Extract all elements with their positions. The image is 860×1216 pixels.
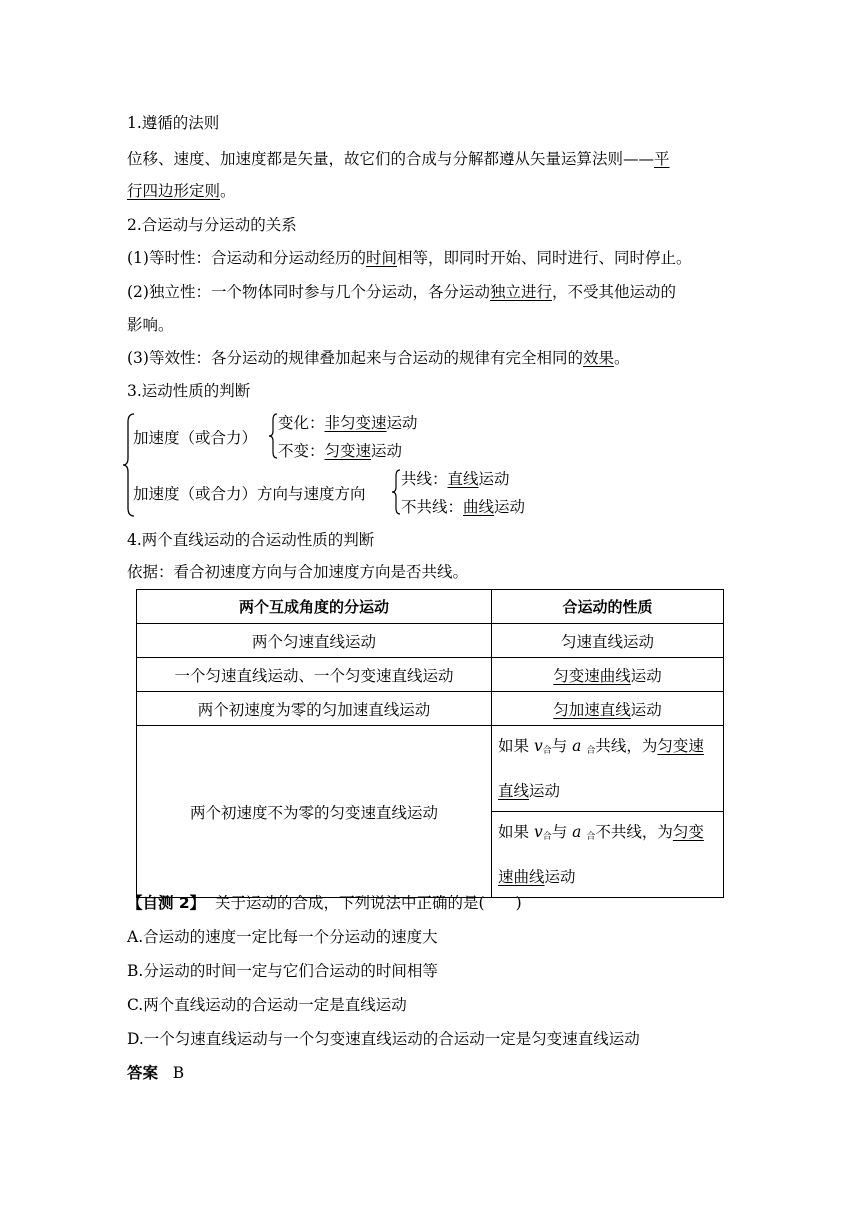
- section4-heading: 4.两个直线运动的合运动性质的判断: [127, 531, 375, 549]
- text: 位移、速度、加速度都是矢量，故它们的合成与分解都遵从矢量运算法则——: [127, 150, 655, 168]
- dir-collinear: [401, 469, 510, 489]
- acceleration-symbol: a: [572, 823, 582, 841]
- underlined-term: 平: [654, 150, 670, 168]
- acceleration-symbol: a: [572, 737, 582, 755]
- subscript: 合: [586, 746, 596, 756]
- acc-change: [278, 413, 418, 433]
- section1-text-line2: [127, 181, 236, 201]
- table-row: [137, 624, 724, 658]
- underlined-term: 直线: [498, 782, 530, 800]
- velocity-symbol: v: [533, 737, 543, 755]
- text: 运动: [478, 470, 510, 488]
- text: 与: [551, 737, 573, 755]
- table-cell: 一个匀速直线运动、一个匀变速直线运动: [137, 658, 492, 692]
- section2-p1: [127, 248, 692, 268]
- text: 运动: [630, 700, 662, 719]
- table-row: [137, 726, 724, 812]
- text: (3)等效性：各分运动的规律叠加起来与合运动的规律有完全相同的: [127, 349, 583, 367]
- text: 运动: [386, 414, 418, 432]
- acc-constant: [278, 441, 402, 461]
- underlined-term: 匀变速: [324, 442, 372, 460]
- acc-label: 加速度（或合力）: [133, 429, 258, 447]
- subscript: 合: [542, 746, 552, 756]
- subscript: 合: [542, 832, 552, 842]
- table-cell: 两个匀速直线运动: [137, 624, 492, 658]
- underlined-term: 时间: [365, 249, 397, 267]
- underlined-term: 独立进行: [489, 283, 552, 301]
- text: 共线：: [401, 470, 448, 488]
- table-cell: 匀速直线运动: [492, 624, 724, 658]
- answer-line: [127, 1063, 184, 1083]
- table-cell: [492, 692, 724, 726]
- option-b: B.分运动的时间一定与它们合运动的时间相等: [127, 962, 438, 980]
- section2-p3: [127, 348, 630, 368]
- table-header: 两个互成角度的分运动: [137, 590, 492, 624]
- underlined-term: 曲线: [463, 498, 495, 516]
- table-cell: [492, 812, 724, 898]
- text: 运动: [494, 498, 526, 516]
- text: (2)独立性：一个物体同时参与几个分运动，各分运动: [127, 283, 490, 301]
- text: 相等，即同时开始、同时进行、同时停止。: [396, 249, 692, 267]
- option-c: C.两个直线运动的合运动一定是直线运动: [127, 996, 407, 1014]
- text: 运动: [544, 868, 576, 886]
- underlined-term: 匀变速曲线: [553, 666, 631, 685]
- table-cell: 两个初速度为零的匀加速直线运动: [137, 692, 492, 726]
- underlined-term: 效果: [582, 349, 614, 367]
- dir-noncollinear: [401, 497, 525, 517]
- section3-heading: 3.运动性质的判断: [127, 382, 251, 400]
- quiz-question-line: [127, 893, 522, 913]
- table-row: [137, 658, 724, 692]
- section2-heading: 2.合运动与分运动的关系: [127, 216, 297, 234]
- velocity-symbol: v: [533, 823, 543, 841]
- text: 。: [220, 182, 236, 200]
- underlined-term: 非匀变速: [324, 414, 387, 432]
- table-cell: 两个初速度不为零的匀变速直线运动: [137, 726, 492, 898]
- underlined-term: 直线: [447, 470, 479, 488]
- motion-table: [136, 589, 724, 898]
- text: (1)等时性：合运动和分运动经历的: [127, 249, 366, 267]
- table-header: 合运动的性质: [492, 590, 724, 624]
- table-header-row: [137, 590, 724, 624]
- section4-basis: 依据：看合初速度方向与合加速度方向是否共线。: [127, 563, 469, 581]
- text: 变化：: [278, 414, 325, 432]
- text: 。: [613, 349, 630, 367]
- text: 不共线，为: [595, 823, 673, 841]
- section1-heading: 1.遵循的法则: [127, 114, 220, 132]
- table-row: [137, 692, 724, 726]
- quiz-question: 关于运动的合成，下列说法中正确的是( ): [215, 894, 522, 912]
- underlined-term: 行四边形定则: [127, 182, 221, 200]
- direction-label: 加速度（或合力）方向与速度方向: [133, 485, 366, 503]
- table-cell: [492, 658, 724, 692]
- text: 运动: [630, 666, 662, 685]
- underlined-term: 速曲线: [498, 868, 545, 886]
- text: 共线，为: [595, 737, 658, 755]
- text: 不共线：: [401, 498, 464, 516]
- subscript: 合: [586, 832, 596, 842]
- section2-p2: [127, 282, 676, 302]
- table-cell: [492, 726, 724, 812]
- answer-value: B: [172, 1064, 185, 1082]
- text: 运动: [371, 442, 403, 460]
- option-d: D.一个匀速直线运动与一个匀变速直线运动的合运动一定是匀变速直线运动: [127, 1030, 640, 1048]
- text: 如果: [498, 737, 534, 755]
- text: 不变：: [278, 442, 325, 460]
- underlined-term: 匀加速直线: [553, 700, 631, 719]
- text: 如果: [498, 823, 534, 841]
- answer-label: 答案: [127, 1064, 159, 1082]
- text: 与: [551, 823, 573, 841]
- section1-text-line1: [127, 149, 670, 169]
- section2-p2-cont: 影响。: [127, 316, 174, 334]
- underlined-term: 匀变: [672, 823, 704, 841]
- text: ，不受其他运动的: [551, 283, 676, 301]
- quiz-tag: 【自测 2】: [127, 894, 206, 912]
- underlined-term: 匀变速: [657, 737, 704, 755]
- option-a: A.合运动的速度一定比每一个分运动的速度大: [127, 928, 438, 946]
- text: 运动: [529, 782, 561, 800]
